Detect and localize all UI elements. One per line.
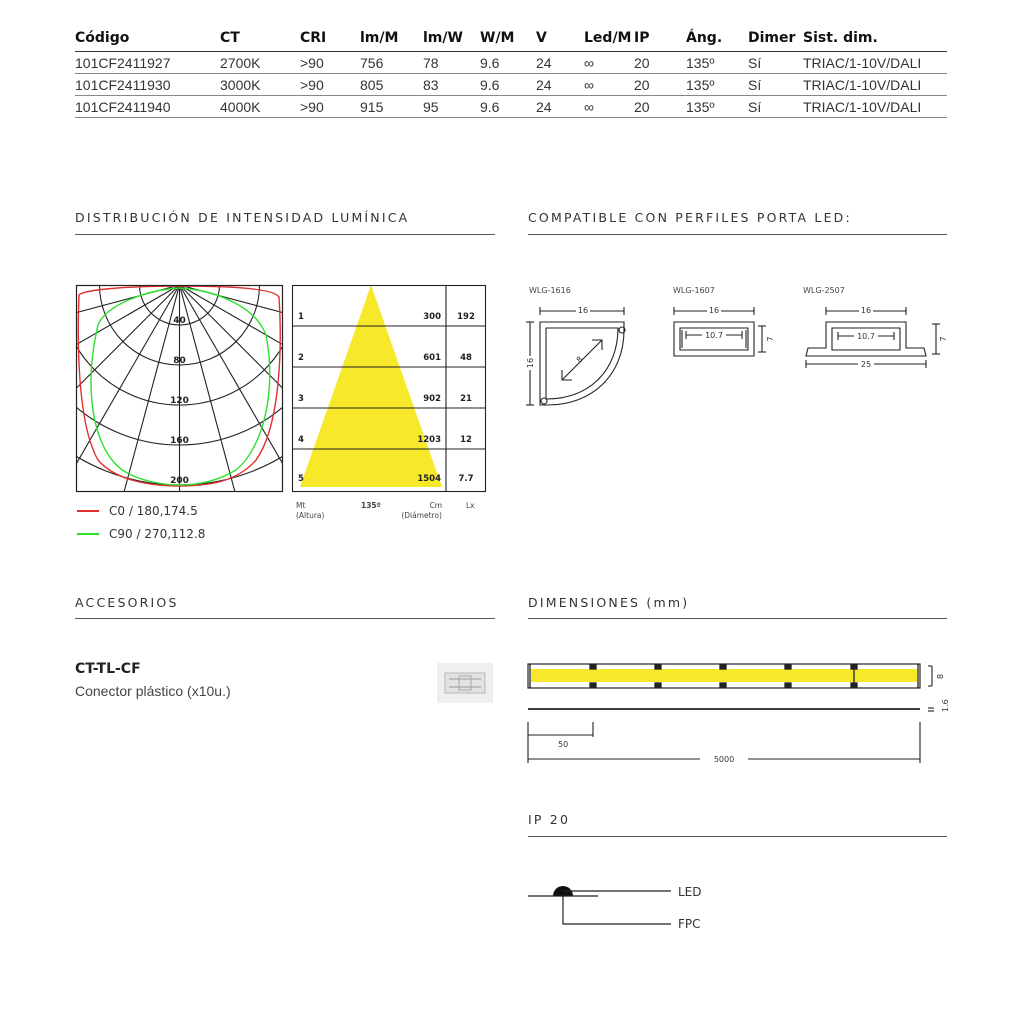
beam-cone-table: [292, 285, 486, 492]
table-cell: 2700K: [220, 52, 300, 74]
strip-pad: [851, 683, 857, 687]
table-cell: >90: [300, 96, 360, 118]
cone-mt-label: [296, 501, 324, 521]
fpc-label: FPC: [678, 917, 701, 931]
spec-table-header: [75, 26, 947, 52]
ring-label: 160: [170, 436, 189, 446]
cone-cm: 1504: [417, 474, 441, 484]
connector-product-image: [437, 663, 493, 703]
col-header: W/M: [480, 26, 536, 52]
dim-length: 5000: [713, 755, 735, 764]
col-header: Led/M: [584, 26, 634, 52]
strip-pad: [851, 665, 857, 669]
table-cell: 4000K: [220, 96, 300, 118]
profile-inner: 10.7: [705, 331, 723, 340]
ring-label: 200: [170, 476, 189, 486]
fpc-leader: [563, 896, 671, 924]
accessory-code: CT-TL-CF: [75, 661, 141, 677]
table-cell: ∞: [584, 74, 634, 96]
table-cell: >90: [300, 74, 360, 96]
strip-pad: [655, 683, 661, 687]
section-title-accessories: ACCESORIOS: [75, 595, 179, 610]
legend-c0: [77, 504, 198, 518]
dim-height: 8: [936, 673, 945, 679]
table-cell: Sí: [748, 52, 803, 74]
col-header: V: [536, 26, 584, 52]
cone-lx-label: Lx: [466, 501, 475, 510]
polar-radial-line: [0, 285, 180, 368]
profile-inner: 10.7: [857, 332, 875, 341]
cone-mt: 1: [298, 312, 304, 322]
table-cell: 915: [360, 96, 423, 118]
cone-cm-subtitle: (Diámetro): [401, 511, 442, 520]
table-cell: 101CF2411930: [75, 74, 220, 96]
accessory-description: Conector plástico (x10u.): [75, 683, 231, 699]
profile-drawing-wlg-1607: [664, 300, 774, 364]
table-cell: TRIAC/1-10V/DALI: [803, 74, 947, 96]
profile-width: 16: [577, 306, 589, 315]
cone-lx: 7.7: [458, 474, 474, 484]
polar-radial-line: [0, 285, 180, 511]
table-cell: 24: [536, 96, 584, 118]
cone-lx: 48: [460, 353, 472, 363]
polar-radial-line: [180, 285, 263, 594]
legend-label: C0 / 180,174.5: [109, 504, 198, 518]
cone-lx: 192: [457, 312, 475, 322]
table-cell: >90: [300, 52, 360, 74]
section-divider: [528, 618, 947, 619]
cone-cm: 1203: [417, 435, 441, 445]
profile-base: 25: [860, 360, 872, 369]
section-divider: [75, 234, 495, 235]
ring-label: 80: [173, 356, 186, 366]
section-divider: [528, 234, 947, 235]
table-cell: ∞: [584, 52, 634, 74]
table-cell: 9.6: [480, 52, 536, 74]
profile-inner: 8: [574, 354, 585, 365]
ring-label: 40: [173, 316, 186, 326]
col-header: Dimer: [748, 26, 803, 52]
strip-dimensions-drawing: [522, 655, 952, 770]
table-cell: Sí: [748, 74, 803, 96]
profile-height: 7: [766, 336, 775, 342]
cone-mt: 5: [298, 474, 304, 484]
profile-name: WLG-2507: [803, 286, 845, 295]
cone-mt-subtitle: (Altura): [296, 511, 325, 520]
table-cell: 101CF2411927: [75, 52, 220, 74]
table-cell: TRIAC/1-10V/DALI: [803, 96, 947, 118]
table-cell: 135º: [686, 96, 748, 118]
col-header: CRI: [300, 26, 360, 52]
ip-layer-diagram: [526, 878, 726, 938]
polar-radial-line: [20, 285, 180, 562]
section-title-distribution: DISTRIBUCIÓN DE INTENSIDAD LUMÍNICA: [75, 210, 410, 225]
beam-cone: [300, 285, 442, 487]
legend-c90: [77, 527, 205, 541]
cone-mt: 4: [298, 435, 304, 445]
legend-label: C90 / 270,112.8: [109, 527, 206, 541]
profile-name: WLG-1607: [673, 286, 715, 295]
table-cell: 24: [536, 52, 584, 74]
cone-mt-title: Mt: [296, 501, 306, 510]
dim-thickness: 1.6: [941, 699, 950, 712]
table-cell: 20: [634, 74, 686, 96]
cone-lx: 21: [460, 394, 472, 404]
col-header: CT: [220, 26, 300, 52]
strip-pad: [590, 683, 596, 687]
table-cell: 20: [634, 96, 686, 118]
profile-height: 16: [526, 357, 535, 369]
table-cell: 78: [423, 52, 480, 74]
cone-cm-title: Cm: [429, 501, 442, 510]
section-title-dimensions: DIMENSIONES (mm): [528, 595, 690, 610]
ring-label: 120: [170, 396, 189, 406]
table-cell: ∞: [584, 96, 634, 118]
profile-width: 16: [860, 306, 872, 315]
spec-table: [75, 26, 947, 118]
table-cell: 135º: [686, 52, 748, 74]
led-label: LED: [678, 885, 702, 899]
col-header: Código: [75, 26, 220, 52]
strip-cob-led: [531, 669, 917, 682]
strip-pad: [655, 665, 661, 669]
strip-pad: [785, 665, 791, 669]
table-cell: 135º: [686, 74, 748, 96]
dim-cut: 50: [558, 740, 569, 749]
profile-name: WLG-1616: [529, 286, 571, 295]
col-header: IP: [634, 26, 686, 52]
table-cell: 9.6: [480, 74, 536, 96]
cone-angle: 135º: [361, 501, 381, 510]
cone-mt: 3: [298, 394, 304, 404]
strip-pad: [720, 665, 726, 669]
cone-cm-label: [392, 501, 442, 521]
cone-cm: 902: [423, 394, 441, 404]
col-header: Áng.: [686, 26, 748, 52]
strip-pad: [785, 683, 791, 687]
strip-pad: [720, 683, 726, 687]
table-row: [75, 74, 947, 96]
table-cell: 20: [634, 52, 686, 74]
cone-cm: 601: [423, 353, 441, 363]
table-row: [75, 52, 947, 74]
section-title-compatible: COMPATIBLE CON PERFILES PORTA LED:: [528, 210, 852, 225]
polar-intensity-diagram: [76, 285, 283, 492]
table-cell: 101CF2411940: [75, 96, 220, 118]
table-cell: 756: [360, 52, 423, 74]
section-divider: [75, 618, 495, 619]
col-header: Sist. dim.: [803, 26, 947, 52]
profile-height: 7: [939, 336, 948, 342]
cone-lx: 12: [460, 435, 472, 445]
table-row: [75, 96, 947, 118]
table-cell: Sí: [748, 96, 803, 118]
cone-cm: 300: [423, 312, 441, 322]
cone-mt: 2: [298, 353, 304, 363]
table-cell: 3000K: [220, 74, 300, 96]
col-header: lm/W: [423, 26, 480, 52]
table-cell: 24: [536, 74, 584, 96]
col-header: lm/M: [360, 26, 423, 52]
profile-drawing-wlg-1616: [522, 300, 634, 410]
table-cell: 9.6: [480, 96, 536, 118]
polar-radial-line: [97, 285, 180, 594]
profile-width: 16: [708, 306, 720, 315]
legend-swatch: [77, 533, 99, 535]
legend-swatch: [77, 510, 99, 512]
table-cell: TRIAC/1-10V/DALI: [803, 52, 947, 74]
section-divider: [528, 836, 947, 837]
profile-drawing-wlg-2507: [800, 300, 948, 376]
table-cell: 95: [423, 96, 480, 118]
section-title-ip: IP 20: [528, 812, 571, 827]
table-cell: 805: [360, 74, 423, 96]
table-cell: 83: [423, 74, 480, 96]
strip-pad: [590, 665, 596, 669]
